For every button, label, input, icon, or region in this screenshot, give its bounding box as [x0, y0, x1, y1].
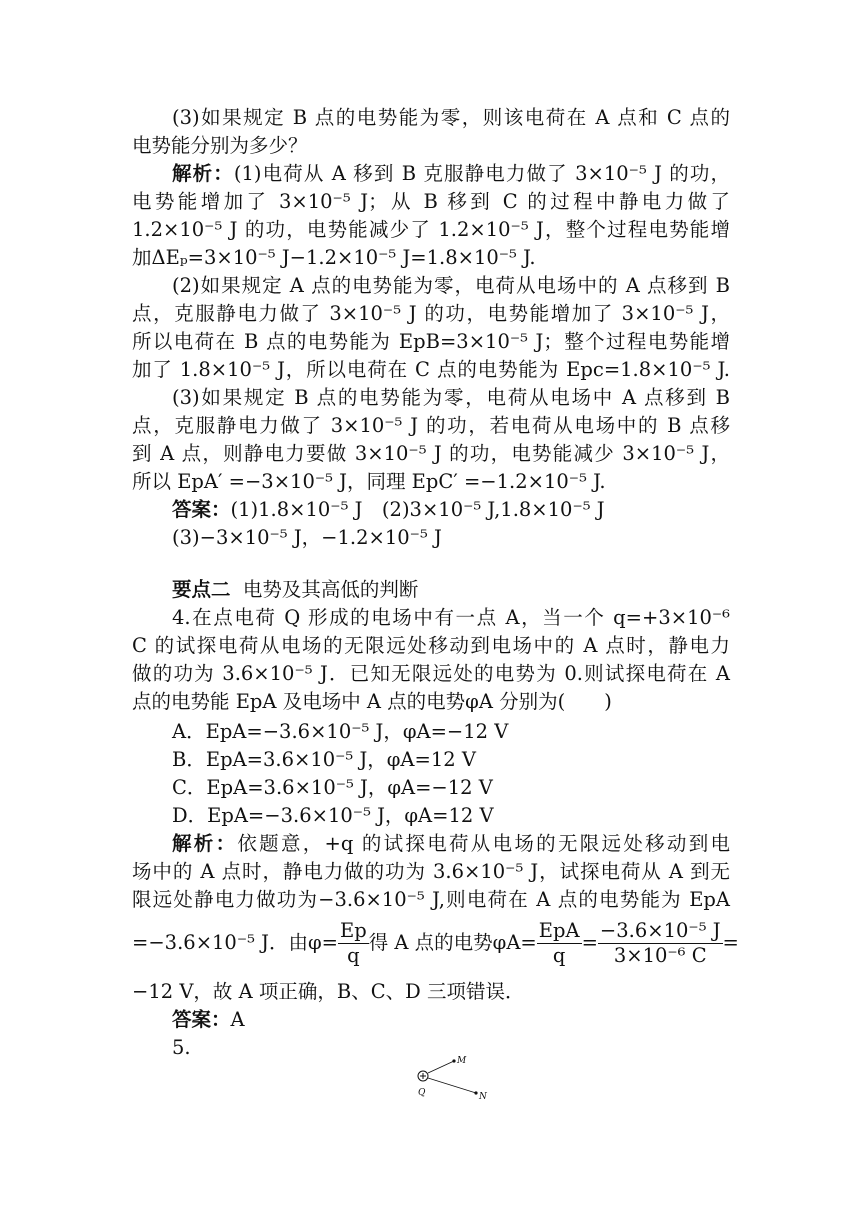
text-line: −12 V，故 A 项正确，B、C、D 三项错误． [132, 980, 525, 1003]
point-m [452, 1059, 455, 1062]
solution-label: 解析： [172, 162, 234, 185]
text-line: (3)如果规定 B 点的电势能为零，则该电荷在 A 点和 C 点的 [172, 106, 730, 129]
formula-line: =−3.6×10⁻⁵ J．由φ= $\frac{Ep}{q}$ 得 A 点的电势φA= $\frac{\text{EpA}}{q}$ = $\frac{\text{−3.6×10⁻⁵ J}}{\text{3×10⁻⁶ C}}$ = [132, 919, 739, 967]
point-n [474, 1091, 477, 1094]
text-line: 点，克服静电力做了 3×10⁻⁵ J 的功，若电荷从电场中的 B 点移 [132, 414, 730, 437]
text-line: (2)如果规定 A 点的电势能为零，电荷从电场中的 A 点移到 B [172, 274, 730, 297]
text-line: 加ΔEₚ=3×10⁻⁵ J−1.2×10⁻⁵ J=1.8×10⁻⁵ J. [132, 246, 536, 269]
line-q-to-m [428, 1061, 454, 1073]
label-m: M [457, 1056, 467, 1066]
text-line: 电势能分别为多少？ [132, 134, 308, 157]
question-line: 做的功为 3.6×10⁻⁵ J．已知无限远处的电势为 0.则试探电荷在 A [132, 662, 730, 685]
solution-label: 解析： [172, 832, 238, 855]
text-line: 限远处静电力做功为−3.6×10⁻⁵ J,则电荷在 A 点的电势能为 EpA [132, 888, 730, 911]
answer-line: 答案：(1)1.8×10⁻⁵ J (2)3×10⁻⁵ J,1.8×10⁻⁵ J [172, 498, 605, 521]
solution-line: 解析：(1)电荷从 A 移到 B 克服静电力做了 3×10⁻⁵ J 的功， [172, 162, 730, 185]
text-line: 所以电荷在 B 点的电势能为 EpB=3×10⁻⁵ J；整个过程电势能增 [132, 330, 730, 353]
fraction-epa-over-q: $\frac{\text{EpA}}{q}$ [538, 919, 580, 967]
fraction-ep-over-q: $\frac{Ep}{q}$ [339, 919, 367, 967]
question-line: 4.在点电荷 Q 形成的电场中有一点 A，当一个 q=+3×10⁻⁶ [172, 606, 730, 629]
option-c: C．EpA=3.6×10⁻⁵ J，φA=−12 V [172, 776, 493, 799]
text-line: 加了 1.8×10⁻⁵ J，所以电荷在 C 点的电势能为 Epc=1.8×10⁻⁵ J. [132, 358, 730, 381]
option-a: A．EpA=−3.6×10⁻⁵ J，φA=−12 V [172, 720, 509, 743]
text-line: 1.2×10⁻⁵ J 的功，电势能减少了 1.2×10⁻⁵ J，整个过程电势能增 [132, 218, 730, 241]
fraction-value: $\frac{\text{−3.6×10⁻⁵ J}}{\text{3×10⁻⁶ C}}$ [599, 919, 721, 967]
text-line: 所以 EpA′ =−3×10⁻⁵ J，同理 EpC′ =−1.2×10⁻⁵ J. [132, 470, 606, 493]
text-line: 点，克服静电力做了 3×10⁻⁵ J 的功，电势能增加了 3×10⁻⁵ J， [132, 302, 730, 325]
text-line: 场中的 A 点时，静电力做的功为 3.6×10⁻⁵ J，试探电荷从 A 到无 [132, 860, 730, 883]
answer-label: 答案： [172, 498, 231, 521]
text-line: 电势能增加了 3×10⁻⁵ J；从 B 移到 C 的过程中静电力做了 [132, 190, 730, 213]
section-label: 要点二 [172, 578, 231, 601]
label-n: N [479, 1092, 487, 1102]
text-line: 到 A 点，则静电力要做 3×10⁻⁵ J 的功，电势能减少 3×10⁻⁵ J， [132, 442, 730, 465]
solution-line: 解析：依题意，+q 的试探电荷从电场的无限远处移动到电 [172, 832, 730, 855]
question-line: 点的电势能 EpA 及电场中 A 点的电势φA 分别为( ) [132, 690, 612, 713]
option-d: D．EpA=−3.6×10⁻⁵ J，φA=12 V [172, 804, 494, 827]
point-charge-diagram [410, 1048, 500, 1106]
section-heading: 要点二 电势及其高低的判断 [172, 578, 419, 601]
option-b: B．EpA=3.6×10⁻⁵ J，φA=12 V [172, 748, 476, 771]
answer-label: 答案： [172, 1008, 231, 1031]
question-number: 5. [172, 1036, 191, 1059]
label-q: Q [418, 1088, 426, 1098]
text-line: (3)−3×10⁻⁵ J，−1.2×10⁻⁵ J [172, 526, 442, 549]
question-line: C 的试探电荷从电场的无限远处移动到电场中的 A 点时，静电力 [132, 634, 730, 657]
text-line: (3)如果规定 B 点的电势能为零，电荷从电场中 A 点移到 B [172, 386, 730, 409]
line-q-to-n [428, 1078, 476, 1093]
answer-line: 答案：A [172, 1008, 245, 1031]
